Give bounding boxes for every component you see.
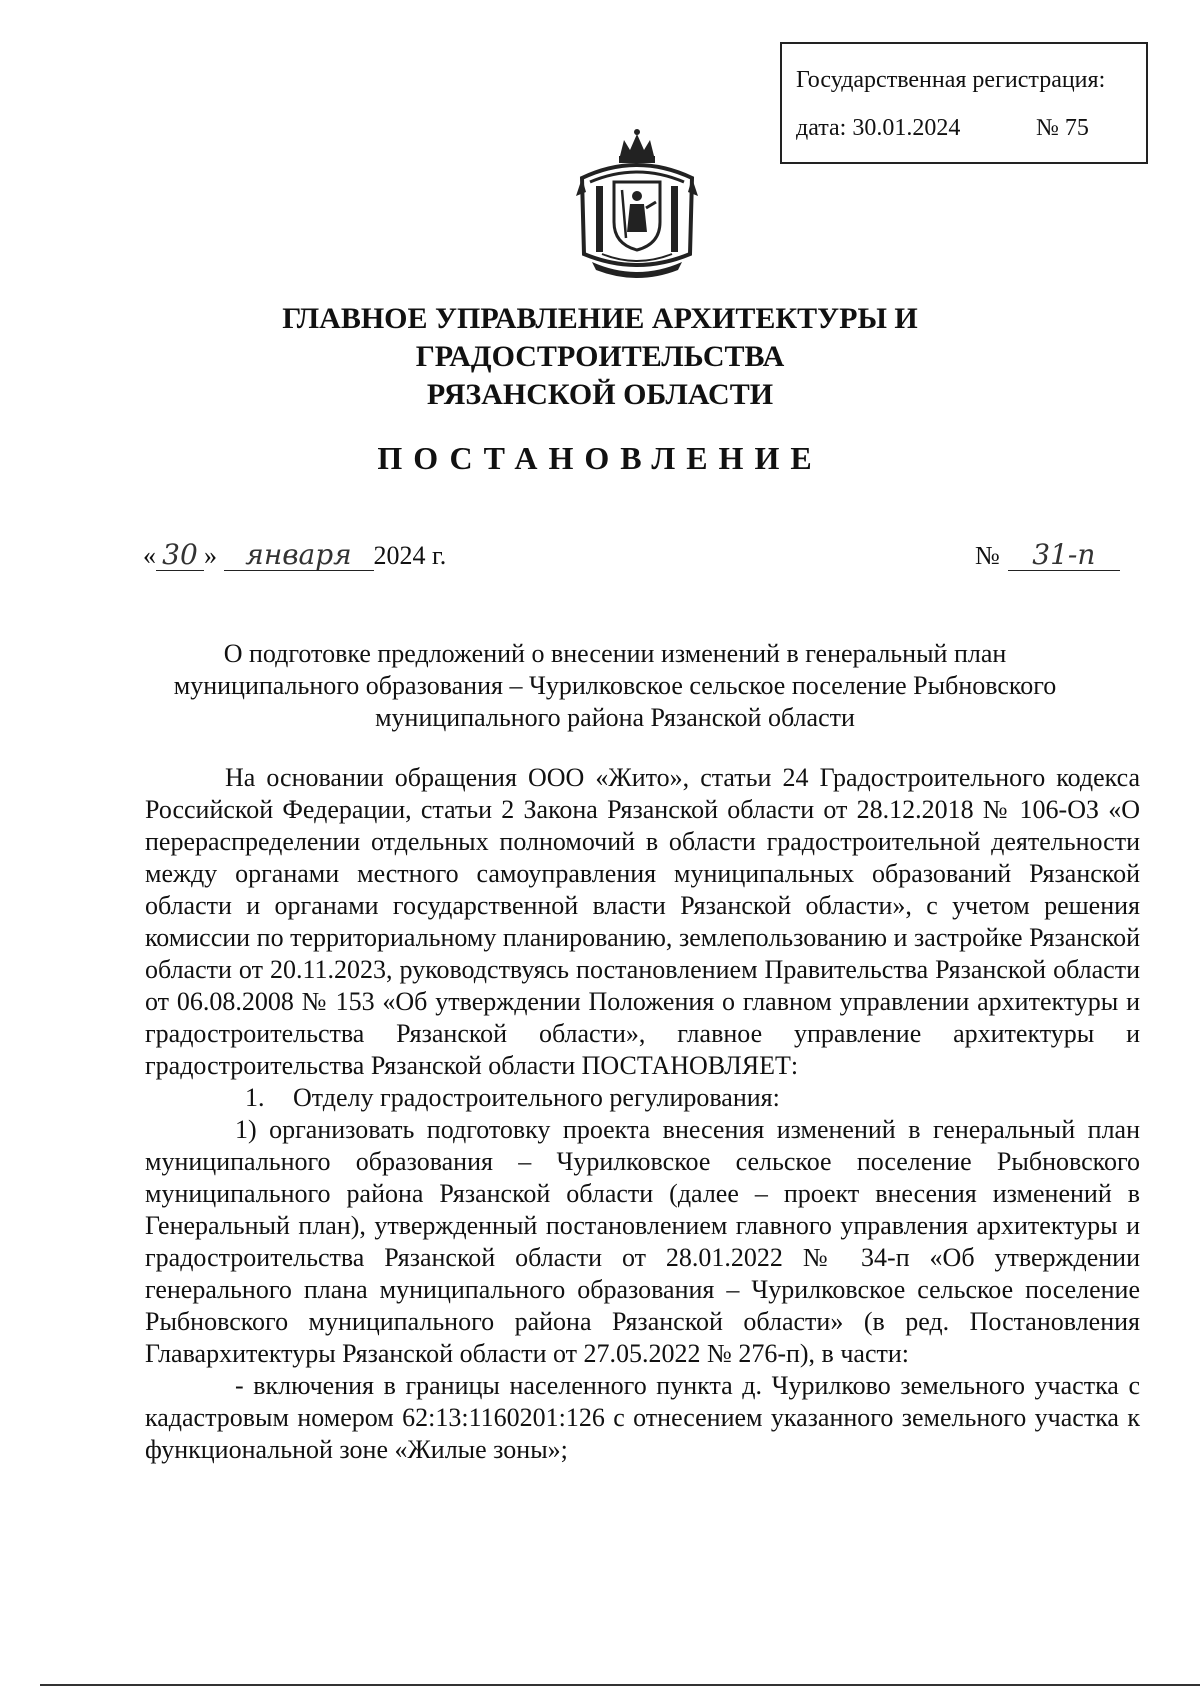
subject-line3: муниципального района Рязанской области	[375, 703, 855, 732]
organization-name	[100, 300, 1100, 414]
item-1-text: Отделу градостроительного регулирования:	[293, 1083, 780, 1112]
document-number	[975, 540, 1120, 571]
subject-line1: О подготовке предложений о внесении изменений в генеральный план	[223, 639, 1007, 668]
subject-line2: муниципального образования – Чурилковское сельское поселение Рыбновского	[173, 671, 1057, 700]
item-1	[145, 1082, 1140, 1114]
document-number-label: №	[975, 541, 1000, 570]
coat-of-arms-icon	[572, 126, 702, 282]
date-day-handwritten: 30	[156, 540, 204, 571]
page-bottom-rule	[40, 1684, 1200, 1686]
preamble-paragraph: На основании обращения ООО «Жито», статьи 24 Градостроительного кодекса Российской Федерации, статьи 2 Закона Рязанской области от 28.12.2018 № 106-ОЗ «О перераспределении отдельных полномочий в области градостроительной деятельности между органами местного самоуправления муниципальных образований Рязанской области и органами государственной власти Рязанской области», с учетом решения комиссии по территориальному планированию, землепользованию и застройке Рязанской области от 20.11.2023, руководствуясь постановлением Правительства Рязанской области от 06.08.2008 № 153 «Об утверждении Положения о главном управлении архитектуры и градостроительства Рязанской области», главное управление архитектуры и градостроительства Рязанской области ПОСТАНОВЛЯЕТ:	[145, 763, 1140, 1080]
registration-stamp	[780, 42, 1148, 164]
date-month-handwritten: января	[224, 540, 374, 571]
document-body	[145, 762, 1140, 1466]
document-subject	[145, 638, 1085, 734]
bullet-paragraph: - включения в границы населенного пункта д. Чурилково земельного участка с кадастровым номером 62:13:1160201:126 с отнесением указанного земельного участка к функциональной зоне «Жилые зоны»;	[145, 1371, 1140, 1464]
document-date	[143, 540, 446, 571]
date-open-quote: «	[143, 541, 156, 570]
registration-title: Государственная регистрация:	[796, 67, 1106, 93]
organization-name-line2: РЯЗАНСКОЙ ОБЛАСТИ	[426, 378, 774, 411]
subitem-1-paragraph: 1) организовать подготовку проекта внесения изменений в генеральный план муниципального образования – Чурилковское сельское поселение Рыбновского муниципального района Рязанской области (далее – проект внесения изменений в Генеральный план), утвержденный постановлением главного управления архитектуры и градостроительства Рязанской области от 28.01.2022 № 34-п «Об утверждении генерального плана муниципального образования – Чурилковское сельское поселение Рыбновского муниципального района Рязанской области» (в ред. Постановления Главархитектуры Рязанской области от 27.05.2022 № 276-п), в части:	[145, 1115, 1140, 1368]
registration-number: № 75	[1036, 115, 1089, 141]
date-close-quote: »	[204, 541, 217, 570]
organization-name-line1: ГЛАВНОЕ УПРАВЛЕНИЕ АРХИТЕКТУРЫ И ГРАДОСТРОИТЕЛЬСТВА	[282, 302, 918, 373]
document-type-title: ПОСТАНОВЛЕНИЕ	[377, 440, 823, 476]
document-number-handwritten: 31-п	[1008, 540, 1120, 571]
date-year: 2024 г.	[373, 541, 447, 570]
registration-date: дата: 30.01.2024	[796, 115, 961, 141]
item-1-number: 1.	[245, 1083, 265, 1112]
